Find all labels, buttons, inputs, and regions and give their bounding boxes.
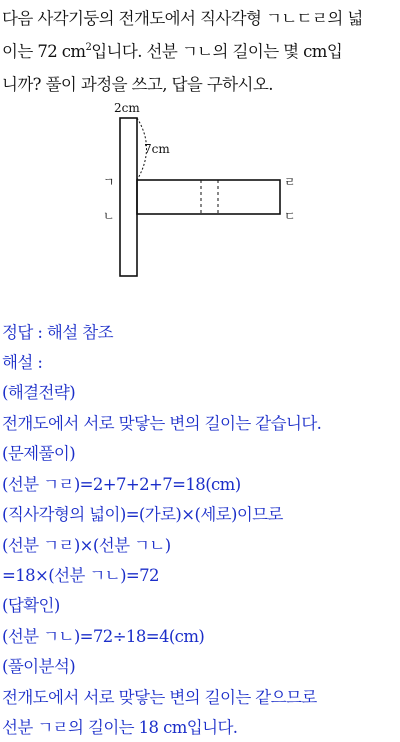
answer-line-11: (선분 ㄱㄴ)=72÷18=4(cm) xyxy=(2,627,205,646)
answer-line-7: (직사각형의 넓이)=(가로)×(세로)이므로 xyxy=(2,505,283,524)
vertex-digeut: ㄷ xyxy=(284,209,296,223)
answer-line-5: (문제풀이) xyxy=(2,444,76,463)
label-7cm: 7cm xyxy=(144,142,170,156)
answer-line-2: 해설 : xyxy=(2,353,43,372)
answer-line-1: 정답 : 해설 참조 xyxy=(2,323,113,342)
question-line-2 xyxy=(2,35,398,68)
question-line-2-b: 입니다. 선분 ㄱㄴ의 길이는 몇 cm입 xyxy=(91,42,343,61)
answer-line-8: (선분 ㄱㄹ)×(선분 ㄱㄴ) xyxy=(2,536,171,555)
rectangle-giyeok-nieun-digeut-rieul xyxy=(137,180,280,214)
vertical-strip xyxy=(120,118,137,276)
answer-line-9: =18×(선분 ㄱㄴ)=72 xyxy=(2,566,159,585)
vertex-rieul: ㄹ xyxy=(284,175,296,189)
prism-net-figure xyxy=(100,98,300,283)
answer-line-13: 전개도에서 서로 맞닿는 변의 길이는 같으므로 xyxy=(2,688,317,707)
question-line-2-a: 이는 72 cm xyxy=(2,42,86,61)
square-superscript: 2 xyxy=(85,42,92,53)
question-line-3: 니까? 풀이 과정을 쓰고, 답을 구하시오. xyxy=(2,75,273,94)
answer-line-6: (선분 ㄱㄹ)=2+7+2+7=18(cm) xyxy=(2,475,241,494)
vertex-nieun: ㄴ xyxy=(103,209,115,223)
vertex-giyeok: ㄱ xyxy=(103,175,115,189)
answer-line-4: 전개도에서 서로 맞닿는 변의 길이는 같습니다. xyxy=(2,414,322,433)
answer-line-10: (답확인) xyxy=(2,596,60,615)
question-block xyxy=(2,2,398,101)
answer-line-14: 선분 ㄱㄹ의 길이는 18 cm입니다. xyxy=(2,718,238,737)
question-line-1: 다음 사각기둥의 전개도에서 직사각형 ㄱㄴㄷㄹ의 넓 xyxy=(2,9,363,28)
answer-line-3: (해결전략) xyxy=(2,383,76,402)
answer-line-12: (풀이분석) xyxy=(2,657,76,676)
label-2cm: 2cm xyxy=(114,101,140,115)
